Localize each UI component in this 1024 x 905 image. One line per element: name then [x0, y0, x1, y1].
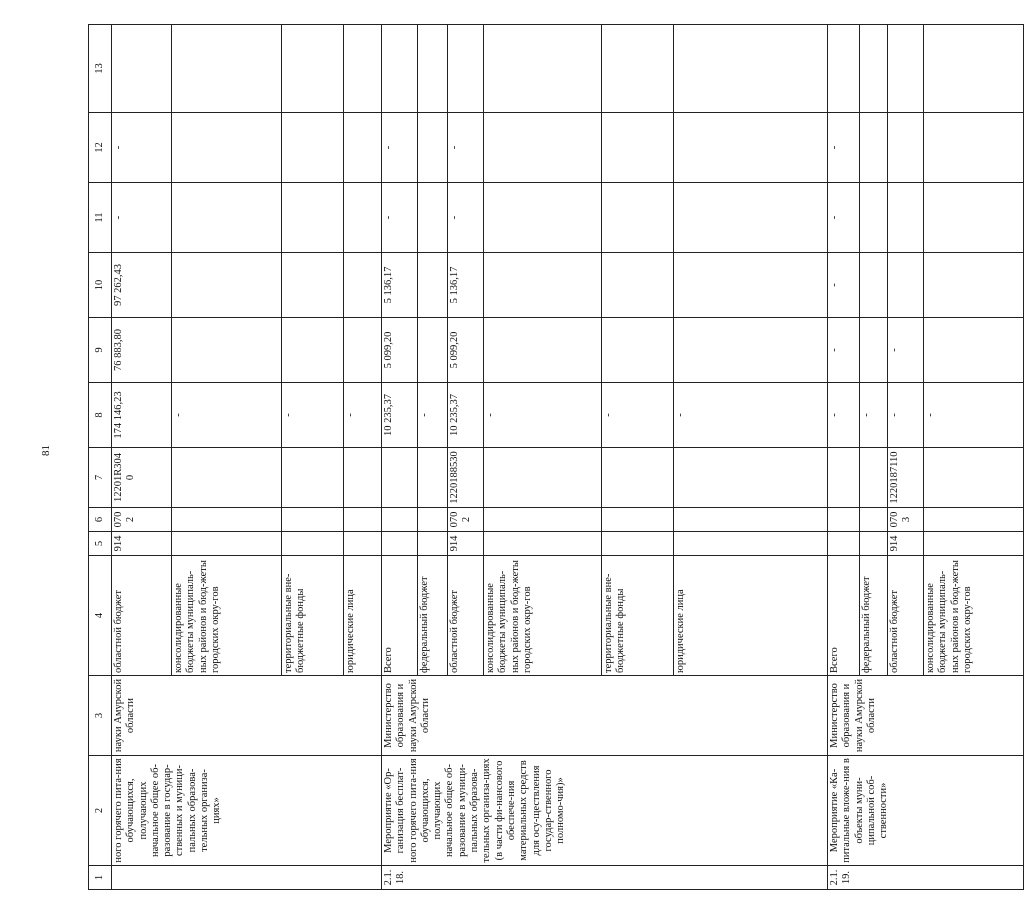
- section-code: [602, 508, 674, 532]
- total-amount: -: [282, 383, 344, 448]
- amount-year-3: [674, 183, 828, 253]
- item-number: [112, 866, 382, 890]
- amount-year-3: -: [112, 183, 172, 253]
- section-code: [418, 508, 448, 532]
- item-number: 2.1.19.: [828, 866, 1024, 890]
- item-number: 2.1.18.: [382, 866, 828, 890]
- responsible-executor: Министерство образования и науки Амурской области: [828, 676, 1024, 756]
- amount-year-3: [344, 183, 382, 253]
- amount-year-2: [172, 253, 282, 318]
- header-row: [89, 25, 112, 890]
- section-code: [924, 508, 1024, 532]
- amount-year-4: [860, 113, 888, 183]
- funding-source: консолидированные бюджеты муниципаль-ных районов и бюд-жеты городских окру-гов: [172, 556, 282, 676]
- total-amount: -: [602, 383, 674, 448]
- amount-year-5: [382, 25, 418, 113]
- target-article: [282, 448, 344, 508]
- target-article: 1220187110: [888, 448, 924, 508]
- amount-year-5: [888, 25, 924, 113]
- amount-year-3: -: [828, 183, 860, 253]
- amount-year-3: [282, 183, 344, 253]
- column-number: 12: [89, 113, 112, 183]
- amount-year-1: [172, 318, 282, 383]
- target-article: [924, 448, 1024, 508]
- grbs-code: [344, 532, 382, 556]
- column-number: 4: [89, 556, 112, 676]
- amount-year-2: 5 136,17: [448, 253, 484, 318]
- column-number: 8: [89, 383, 112, 448]
- total-amount: -: [484, 383, 602, 448]
- total-amount: -: [418, 383, 448, 448]
- amount-year-3: -: [448, 183, 484, 253]
- target-article: [344, 448, 382, 508]
- amount-year-1: [860, 318, 888, 383]
- measure-name: Мероприятие «Ор-ганизация бесплат-ного горячего пита-ния обучающихся, получающих начальное общее об-разование в муници-пальных образова-тельных организа-циях (в части фи-нансового обеспече-ния материальных средств для осу-ществления государ-ственного полномо-чия)»: [382, 756, 828, 866]
- amount-year-1: -: [888, 318, 924, 383]
- amount-year-2: -: [828, 253, 860, 318]
- total-amount: -: [172, 383, 282, 448]
- measure-name: ного горячего пита-ния обучающихся, получающих начальное общее об-разование в государ-ственных и муници-пальных образова-тельных организа-циях»: [112, 756, 382, 866]
- funding-source: консолидированные бюджеты муниципаль-ных районов и бюд-жеты городских окру-гов: [484, 556, 602, 676]
- amount-year-5: [418, 25, 448, 113]
- grbs-code: [172, 532, 282, 556]
- funding-source: территориальные вне-бюджетные фонды: [602, 556, 674, 676]
- column-number: 11: [89, 183, 112, 253]
- amount-year-3: [602, 183, 674, 253]
- amount-year-2: [282, 253, 344, 318]
- grbs-code: [282, 532, 344, 556]
- total-amount: 10 235,37: [448, 383, 484, 448]
- total-amount: 10 235,37: [382, 383, 418, 448]
- amount-year-4: [924, 113, 1024, 183]
- rotated-table-container: [88, 25, 973, 890]
- total-amount: 174 146,23: [112, 383, 172, 448]
- grbs-code: [860, 532, 888, 556]
- grbs-code: [382, 532, 418, 556]
- total-amount: -: [828, 383, 860, 448]
- amount-year-1: [282, 318, 344, 383]
- grbs-code: 914: [112, 532, 172, 556]
- grbs-code: [602, 532, 674, 556]
- section-code: [674, 508, 828, 532]
- column-number: 2: [89, 756, 112, 866]
- amount-year-5: [344, 25, 382, 113]
- column-number: 3: [89, 676, 112, 756]
- column-number: 7: [89, 448, 112, 508]
- target-article: [484, 448, 602, 508]
- section-code: [344, 508, 382, 532]
- section-code: [172, 508, 282, 532]
- funding-source: юридические лица: [674, 556, 828, 676]
- amount-year-5: [674, 25, 828, 113]
- amount-year-3: -: [382, 183, 418, 253]
- total-amount: -: [860, 383, 888, 448]
- amount-year-3: [172, 183, 282, 253]
- section-code: [860, 508, 888, 532]
- column-number: 13: [89, 25, 112, 113]
- funding-source: юридические лица: [344, 556, 382, 676]
- amount-year-5: [484, 25, 602, 113]
- column-number: 6: [89, 508, 112, 532]
- target-article: [828, 448, 860, 508]
- amount-year-1: 5 099,20: [382, 318, 418, 383]
- amount-year-1: [418, 318, 448, 383]
- grbs-code: [828, 532, 860, 556]
- amount-year-3: [860, 183, 888, 253]
- amount-year-2: [674, 253, 828, 318]
- measure-name: Мероприятие «Ка-питальные вложе-ния в объекты муни-ципальной соб-ственности»: [828, 756, 1024, 866]
- table-row: [828, 25, 860, 890]
- total-amount: -: [888, 383, 924, 448]
- amount-year-2: [418, 253, 448, 318]
- amount-year-5: [924, 25, 1024, 113]
- column-number: 9: [89, 318, 112, 383]
- amount-year-5: [828, 25, 860, 113]
- column-number: 1: [89, 866, 112, 890]
- amount-year-1: [484, 318, 602, 383]
- funding-source: территориальные вне-бюджетные фонды: [282, 556, 344, 676]
- funding-source: областной бюджет: [112, 556, 172, 676]
- total-amount: -: [344, 383, 382, 448]
- amount-year-2: [484, 253, 602, 318]
- amount-year-2: [602, 253, 674, 318]
- amount-year-1: [674, 318, 828, 383]
- target-article: [674, 448, 828, 508]
- amount-year-5: [282, 25, 344, 113]
- amount-year-4: [484, 113, 602, 183]
- funding-source: Всего: [828, 556, 860, 676]
- grbs-code: [484, 532, 602, 556]
- amount-year-2: [344, 253, 382, 318]
- amount-year-5: [112, 25, 172, 113]
- amount-year-4: [344, 113, 382, 183]
- target-article: 12201R304 0: [112, 448, 172, 508]
- amount-year-5: [860, 25, 888, 113]
- target-article: [418, 448, 448, 508]
- funding-source: консолидированные бюджеты муниципаль-ных районов и бюд-жеты городских окру-гов: [924, 556, 1024, 676]
- amount-year-3: [418, 183, 448, 253]
- responsible-executor: науки Амурской области: [112, 676, 382, 756]
- amount-year-2: 5 136,17: [382, 253, 418, 318]
- amount-year-4: [888, 113, 924, 183]
- amount-year-4: [602, 113, 674, 183]
- funding-source: областной бюджет: [448, 556, 484, 676]
- amount-year-2: [888, 253, 924, 318]
- target-article: [382, 448, 418, 508]
- responsible-executor: Министерство образования и науки Амурской области: [382, 676, 828, 756]
- table-row: [382, 25, 418, 890]
- funding-source: Всего: [382, 556, 418, 676]
- amount-year-3: [888, 183, 924, 253]
- grbs-code: [924, 532, 1024, 556]
- amount-year-4: [282, 113, 344, 183]
- amount-year-4: -: [828, 113, 860, 183]
- total-amount: -: [674, 383, 828, 448]
- amount-year-5: [448, 25, 484, 113]
- column-number: 10: [89, 253, 112, 318]
- target-article: 1220188530: [448, 448, 484, 508]
- funding-source: федеральный бюджет: [860, 556, 888, 676]
- amount-year-5: [172, 25, 282, 113]
- amount-year-4: [172, 113, 282, 183]
- grbs-code: 914: [888, 532, 924, 556]
- grbs-code: 914: [448, 532, 484, 556]
- section-code: [484, 508, 602, 532]
- amount-year-4: -: [382, 113, 418, 183]
- amount-year-4: -: [112, 113, 172, 183]
- amount-year-2: 97 262,43: [112, 253, 172, 318]
- grbs-code: [418, 532, 448, 556]
- section-code: 0702: [112, 508, 172, 532]
- amount-year-4: [418, 113, 448, 183]
- amount-year-1: -: [828, 318, 860, 383]
- amount-year-2: [924, 253, 1024, 318]
- target-article: [860, 448, 888, 508]
- amount-year-1: [344, 318, 382, 383]
- section-code: 0702: [448, 508, 484, 532]
- section-code: [828, 508, 860, 532]
- funding-source: федеральный бюджет: [418, 556, 448, 676]
- grbs-code: [674, 532, 828, 556]
- section-code: [382, 508, 418, 532]
- amount-year-4: -: [448, 113, 484, 183]
- amount-year-1: 5 099,20: [448, 318, 484, 383]
- amount-year-1: [924, 318, 1024, 383]
- section-code: [282, 508, 344, 532]
- amount-year-2: [860, 253, 888, 318]
- amount-year-3: [924, 183, 1024, 253]
- amount-year-5: [602, 25, 674, 113]
- amount-year-3: [484, 183, 602, 253]
- amount-year-1: [602, 318, 674, 383]
- total-amount: -: [924, 383, 1024, 448]
- section-code: 0703: [888, 508, 924, 532]
- table-row: [112, 25, 172, 890]
- column-number: 5: [89, 532, 112, 556]
- target-article: [172, 448, 282, 508]
- amount-year-4: [674, 113, 828, 183]
- page-number: 81: [40, 445, 52, 456]
- target-article: [602, 448, 674, 508]
- funding-source: областной бюджет: [888, 556, 924, 676]
- budget-table: [88, 24, 1024, 890]
- amount-year-1: 76 883,80: [112, 318, 172, 383]
